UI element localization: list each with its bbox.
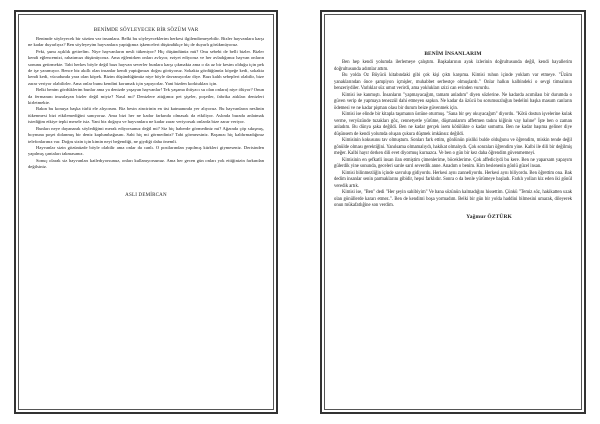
right-paragraph-4: Kimisi ise elinde bir kitapla taşımanın üstüne oturmuş. "Sana bir şey okuyacağım" diyordu. "Kötü dostun işvelerine kulak verme, veryüzünde tuzakları göz, cennetyetle yürüme, düşmanlarım affetmen tadını kiğinin vay halıne" İşte ben o zaman anladım. Bu dünya şaka değildi. Ben ne kadar gerçek isem kötülükte o kadar somuttu. Ben ne kadar başıma geliner diye düşünsem de kendi yolumda oluşan çukura düşmek imkânsız değildi. [334, 112, 572, 137]
left-paragraph-6: Hayvanlar sizin gözünüzde böyle olabilir ama onlar da canlı. O postlarından yapılmış kürkleri giymeseniz. Derisinden yapılmış çantaları takmasanız. [28, 144, 264, 157]
left-paragraph-4: Bakın bu konuya başka türlü ele alıyorum. Biz besin zincirinin en üst katmanında yer alıyoruz. Bu hayvanların neslinin tükenmesi bizi etkilemediğini sanıyoruz. Ama bizi her ne kadar farkında olmasak da etkiliyor. Aslında burada anlatmak istediğim etkiye tepki mesele isiz. Yani biz doğaya ve hayvanlara ne kadar zarar veriyorsak onlarda bize zarar veriyor. [28, 106, 264, 125]
right-paragraph-2: Bu yolda Oz Büyücü kitabındaki gibi çok kişi çıktı karşıma. Kimisi ruhun içinde yoklam var etmeye. "Üzüm yanaklarından önce şampiyon içmişler, muhabbet serbestçe olmuşlardı." Onlar halkın kalbindeki o sevgi timsalının benzeriydiler. Varlıklar süz umut verirdi, ama yoklukları ızizi can evinden vururdu. [334, 73, 572, 91]
right-paragraph-6: Kimisinin en şefkatli insan ilan etmiştim çimenlerime, böceklerime. Çok affediciydi bu kere. Ben ne yaparsam yapayım gülerdik yine sonunda, geceleri sarıle sarıl severdik anne. Anadım o benim. Kim beslenenin gönlü güzel insan. [334, 157, 572, 169]
right-page [320, 10, 586, 414]
left-paragraph-3: Belki benim gördüklerim bunlar ama ya denizde yaşayan hayvanlar! Tek yaşama ihtiyacı su olan onlara) niye ölüyor? Onun da fermanını imzalayan bizler değil miyiz? Nasıl mı? Denizlere attığımız pet şişeler, poşetler, fabrika atıkları denizleri kirletmekte. [28, 87, 264, 106]
right-paragraph-8: Kimisi ise, "Ben" dedi "Her şeyin sahibiyim" Ve bana sözünün kalmadığını hissettim. Çünkü "Temiz söz, hakikatten uzak olan gönüllerde kararı etmez.". Ben de kendimi boşa yormadım. Belki bir gün bir yolda haddini bilmesini umarak, dileyerek onun mükafatlığine son verdim. [334, 190, 572, 208]
right-page-content [324, 14, 582, 410]
right-page-title: BENİM İNSANLARIM [424, 51, 482, 57]
right-paragraph-5: Kimisinin kokusunu tav olmuştum. Sonları fark ettim, gönlünün pisliki bulde olduğunu ve öğrendim, miskin tende değil gönülde olması gerektiğini. Yanılsama olmamalıydı, hakikat olmalıydı. Çok sonraları öğrendim yine. Kalbi ile dili bir değilmiş meğer. Kalbi hayır derken dili evet diyormuş kurnazca. Ve ben o gün bir kez daha öğrendim güvenmemeyi. [334, 138, 572, 156]
left-paragraph-5: Bunları neye dayanarak söylediğimi merak ediyorsunuz değil mi? Siz hiç haberde görmediniz mi? Ağzında çöp sıkışmış, boynuna poşet dolanmış bir deniz kaplumbağasını. Sahi hiç mi görmediniz? Tabi görmezsiniz. Başınızı hiç kaldırmadığınız telefonlarınız var. Doğru sizin için kimin neyi beğendiği, ne giydiği daha önemli. [28, 125, 264, 144]
left-paragraph-7: Sonuç olarak siz hayvanları katledıyorsunuz, onları kullanıyorsunuz. Ama her gecen gün onları yok ettiğinizin farkından değilsiniz. [28, 157, 264, 170]
left-page [14, 10, 278, 414]
right-page-author: Yağmur ÖZTÜRK [466, 213, 512, 220]
left-paragraph-2: Peki, şunu açıklık getirelim. Niye hayvanların nesli tükeniyor? Hiç düşündünüz mü? Onu sebebi de belli bizler. Bizler kendi eğlencemizi, rahatımızı düşünüyoruz. Ama eğlenirken onları avlıyor, eziyet ediyoruz ve her avladığımız hayvan onların sonunu getirmekte. Tabi herkes böyle değil bazı hayvan severler bunlara karşı çıkmakta ama o da az bir kesim olduğu için pek de işe yaramıyor. Bence biz akıllı olan insanlar kendi yaptığımızı doğru görüyoruz. Sokakta gördüğümüz köpeğe kedi, sokakta kendi kedi, vücudunda yara olan köpek. Bizim düşündüğümüz niye böyle davranıyorlar diye. Bazı kalıh sebepleri olabilir, bize zarar veriyor olabilirler. Ama onlar bunu kendini korumak için yapıyorlar. Yani bizden korktukları için. [28, 48, 264, 86]
left-page-title: BENİMDE SÖYLEYECEK BİR SÖZÜM VAR [93, 27, 199, 33]
left-page-content [18, 14, 274, 410]
left-paragraph-1: Benimde söyleyecek bir sözüm var insanlara. Belki bu söyleyeceklerim herkesi ilgilendirmeyebilir. Bizler hayvanlara karşı ne kadar duyarlıyız? Ben söyleyeyim hayvanlara yaptığımız işkenceleri düşündükçe hiç de duyarlı görükmüyoruz. [28, 36, 264, 48]
right-paragraph-3: Kimisi ise kanmıştı. İnsanların "yapmayacağım, tamam anladım" diyen sözlerine. Ne kadarda acımilası bir durumda o güven verip de yapmaya tenezzül dahi etmeyen sapkın. Ne kadar da üzücü bu sorumsuzluğun bedelini başka masum canların ödemesi ve ne kadar pişman olası bir durum beize güvenmek için. [334, 92, 572, 111]
right-paragraph-7: Kimisi bilinmezliğin içinde savrulup gidiyordu. Herkesi aynı zanneliyordu. Herkesi aynı biliyordu. Ben öğrettim ona. Bak dedim insanlar senin parmaklarını gibidir, hepsi farklıdır. Sonra o da benle yürümeye başladı. Farklı yolları kiz eden iki gönül veredik artık. [334, 170, 572, 189]
left-page-author: ASLI DEMİRCAN [125, 192, 167, 198]
right-paragraph-1: Ben hep kendi yolumda ilerlemeye çalıştım. Başkalarının ayak izlerinin doğrultusunda değil, kendi hayallerim doğrultusunda adımlar attım. [334, 60, 572, 72]
